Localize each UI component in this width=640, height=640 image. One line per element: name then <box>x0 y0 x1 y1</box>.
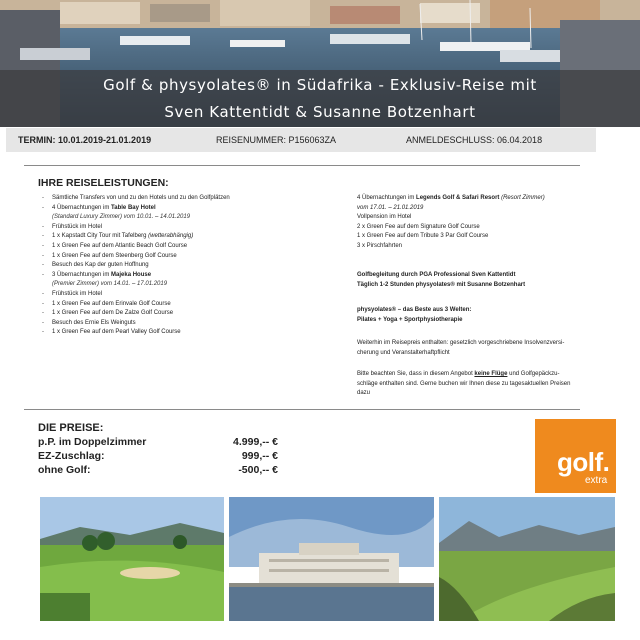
list-item: - 1 x Kapstadt City Tour mit Tafelberg (wetterabhängig) <box>42 233 194 240</box>
price-value: -500,-- € <box>238 464 278 476</box>
guide-block <box>357 271 525 290</box>
hero-title-line2: Sven Kattentidt & Susanne Botzenhart <box>164 103 476 121</box>
price-label: p.P. im Doppelzimmer <box>38 436 147 448</box>
price-value: 999,-- € <box>241 450 278 462</box>
hotel-dates: vom 17.01. – 21.01.2019 <box>357 204 424 211</box>
trip-info-bar <box>6 128 596 152</box>
price-row <box>38 436 278 450</box>
inclusion-line: cherung und Veranstalterhaftpflicht <box>357 349 450 356</box>
price-row <box>38 464 278 478</box>
hotel-photo <box>229 497 434 621</box>
price-label: ohne Golf: <box>38 464 91 476</box>
divider <box>24 409 580 410</box>
logo-sub: extra <box>585 475 608 486</box>
guide-line: Golfbegleitung durch PGA Professional Sven Kattentidt <box>357 272 516 278</box>
guide-line: Täglich 1-2 Stunden physyolates® mit Susanne Botzenhart <box>357 281 526 288</box>
list-item: - 1 x Green Fee auf dem Erinvale Golf Course <box>42 300 171 307</box>
flight-note <box>357 370 570 399</box>
price-label: EZ-Zuschlag: <box>38 450 105 462</box>
physyolates-subtitle: Pilates + Yoga + Sportphysiotherapie <box>357 316 463 323</box>
logo-word: golf. <box>557 447 610 477</box>
trip-date: TERMIN: 10.01.2019-21.01.2019 <box>18 135 152 145</box>
services-title: IHRE REISELEISTUNGEN: <box>38 177 169 189</box>
list-item: - Besuch des Ernie Els Weinguts <box>42 319 136 326</box>
list-item: - 3 Übernachtungen im Majeka House (Premier Zimmer) vom 14.01. – 17.01.2019 <box>42 271 168 288</box>
list-item: 4 Übernachtungen im Legends Golf & Safari Resort (Resort Zimmer) <box>357 195 545 201</box>
prices-title: DIE PREISE: <box>38 422 104 434</box>
list-item: - Frühstück im Hotel <box>42 290 103 297</box>
list-item: - 1 x Green Fee auf dem Pearl Valley Golf Course <box>42 329 181 336</box>
golf-extra-logo <box>535 419 616 493</box>
services-list-right <box>357 194 545 252</box>
list-item: 2 x Green Fee auf dem Signature Golf Course <box>357 223 480 230</box>
hero-banner <box>0 0 640 127</box>
list-item: - Besuch des Kap der guten Hoffnung <box>42 262 149 269</box>
list-item: 1 x Green Fee auf dem Tribute 3 Par Golf Course <box>357 233 489 240</box>
list-item: - Frühstück im Hotel <box>42 223 103 230</box>
price-value: 4.999,-- € <box>233 436 278 448</box>
price-inclusions <box>357 339 564 358</box>
list-item: - Sämtliche Transfers von und zu den Hotels und zu den Golfplätzen <box>42 195 230 201</box>
physyolates-block <box>357 306 471 325</box>
list-item: - 1 x Green Fee auf dem Steenberg Golf Course <box>42 252 177 259</box>
services-list-left <box>42 194 230 338</box>
note-line: schläge enthalten sind. Gerne buchen wir Ihnen diese zu tagesaktuellen Preisen <box>357 380 571 387</box>
physyolates-title: physyolates® – das Beste aus 3 Welten: <box>357 307 472 313</box>
inclusion-line: Weiterhin im Reisepreis enthalten: gesetzlich vorgeschriebene Insolvenzversi- <box>357 340 565 346</box>
list-item: - 4 Übernachtungen im Table Bay Hotel (Standard Luxury Zimmer) vom 10.01. – 14.01.2019 <box>42 204 191 221</box>
registration-deadline: ANMELDESCHLUSS: 06.04.2018 <box>406 135 543 145</box>
golf-course-photo-1 <box>40 497 224 621</box>
no-flights-link: keine Flüge <box>474 371 508 377</box>
list-item: 3 x Pirschfahrten <box>357 242 403 249</box>
list-item: - 1 x Green Fee auf dem De Zalze Golf Course <box>42 310 174 317</box>
divider <box>24 165 580 166</box>
note-line: dazu <box>357 390 371 397</box>
golf-course-photo-2 <box>439 497 615 621</box>
list-item: Vollpension im Hotel <box>357 214 412 221</box>
list-item: - 1 x Green Fee auf dem Atlantic Beach Golf Course <box>42 242 188 249</box>
price-row <box>38 450 278 464</box>
trip-number: REISENUMMER: P156063ZA <box>216 135 337 145</box>
prices-section <box>38 422 278 478</box>
hero-title-line1: Golf & physyolates® in Südafrika - Exklusiv-Reise mit <box>103 76 537 94</box>
note-line: Bitte beachten Sie, dass in diesem Angebot keine Flüge und Golfgepäckzu- <box>357 371 560 377</box>
